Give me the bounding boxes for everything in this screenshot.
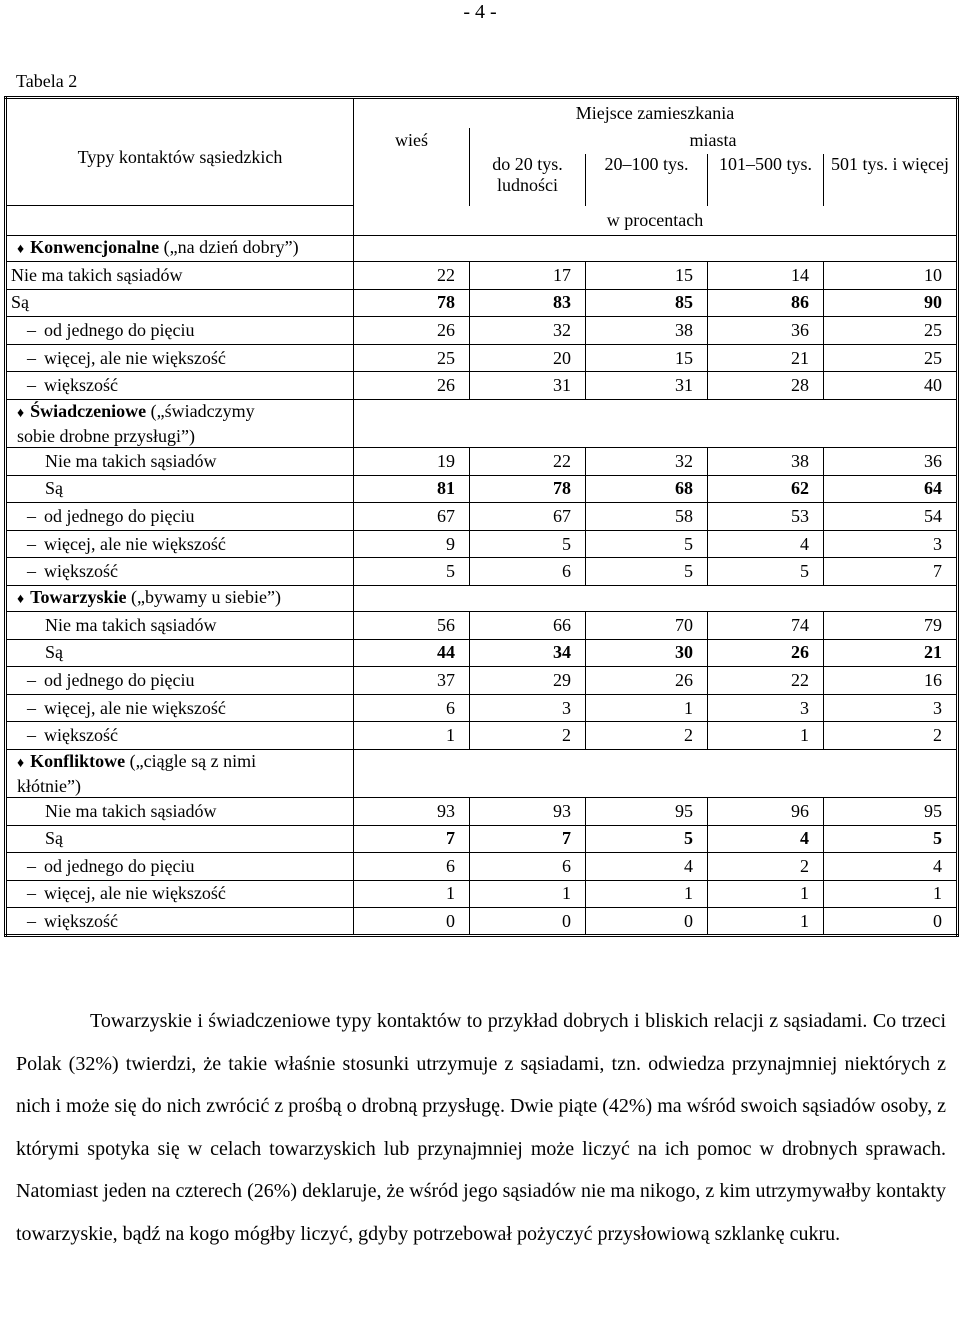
cell-value: 32 [586,447,708,475]
row-label [6,372,354,400]
row-label [6,558,354,586]
cell-value: 1 [586,694,708,722]
header-unit-spacer [6,206,354,236]
row-label [6,611,354,639]
cell-value: 81 [354,475,470,503]
dash-marker-icon: – [27,855,36,876]
section-header-row [6,399,958,447]
cell-value: 2 [708,853,824,881]
cell-value: 5 [586,825,708,853]
cell-value: 19 [354,447,470,475]
row-label-text: od jednego do pięciu [44,669,195,690]
cell-value: 36 [708,317,824,345]
section-spacer [354,585,958,611]
row-label [6,447,354,475]
cell-value: 38 [586,317,708,345]
cell-value: 5 [586,558,708,586]
diamond-bullet-icon: ♦ [17,591,25,607]
cell-value: 3 [824,530,958,558]
table-title: Tabela 2 [16,71,78,91]
cell-value: 7 [354,825,470,853]
dash-marker-icon: – [27,347,36,368]
cell-value: 22 [354,262,470,290]
row-label [6,908,354,936]
table-row [6,722,958,750]
section-title [6,749,354,797]
row-label-text: więcej, ale nie większość [44,347,226,368]
cell-value: 95 [824,797,958,825]
cell-value: 58 [586,503,708,531]
row-label [6,694,354,722]
diamond-bullet-icon: ♦ [17,755,25,771]
section-title [6,236,354,262]
row-label [6,530,354,558]
cell-value: 21 [824,639,958,667]
table-row [6,344,958,372]
cell-value: 1 [708,722,824,750]
table-row [6,503,958,531]
section-title-bold: Konfliktowe [30,750,126,771]
cell-value: 68 [586,475,708,503]
cell-value: 5 [354,558,470,586]
cell-value: 5 [708,558,824,586]
row-label-text: większość [44,561,118,582]
data-table [4,96,959,937]
table-row [6,447,958,475]
cell-value: 16 [824,667,958,695]
header-col-1: do 20 tys. ludności [470,154,586,206]
cell-value: 21 [708,344,824,372]
section-title-bold: Towarzyskie [30,586,127,607]
cell-value: 17 [470,262,586,290]
cell-value: 3 [824,694,958,722]
page-number: - 4 - [463,1,497,23]
cell-value: 40 [824,372,958,400]
table-row [6,667,958,695]
cell-value: 22 [708,667,824,695]
section-spacer [354,749,958,797]
cell-value: 78 [470,475,586,503]
cell-value: 86 [708,289,824,317]
cell-value: 38 [708,447,824,475]
section-title [6,399,354,447]
cell-value: 2 [586,722,708,750]
section-title-bold: Konwencjonalne [30,237,160,257]
table-row [6,289,958,317]
cell-value: 26 [586,667,708,695]
cell-value: 3 [470,694,586,722]
cell-value: 7 [470,825,586,853]
cell-value: 56 [354,611,470,639]
row-label-text: od jednego do pięciu [44,319,195,340]
cell-value: 0 [470,908,586,936]
section-header-row [6,749,958,797]
table-row [6,611,958,639]
table-row [6,797,958,825]
cell-value: 9 [354,530,470,558]
cell-value: 67 [354,503,470,531]
cell-value: 26 [354,317,470,345]
cell-value: 7 [824,558,958,586]
cell-value: 93 [354,797,470,825]
cell-value: 66 [470,611,586,639]
dash-marker-icon: – [27,883,36,904]
row-label [6,797,354,825]
header-wies: wieś [354,128,470,206]
section-title-rest: („na dzień dobry”) [159,237,299,257]
cell-value: 0 [824,908,958,936]
table-row [6,694,958,722]
cell-value: 70 [586,611,708,639]
cell-value: 62 [708,475,824,503]
header-row-label: Typy kontaktów sąsiedzkich [6,98,354,206]
section-title-rest: („świadczymy sobie drobne przysługi”) [17,400,255,446]
cell-value: 6 [354,694,470,722]
table-row [6,475,958,503]
dash-marker-icon: – [27,725,36,746]
dash-marker-icon: – [27,669,36,690]
cell-value: 95 [586,797,708,825]
cell-value: 2 [824,722,958,750]
cell-value: 20 [470,344,586,372]
header-col-3: 101–500 tys. [708,154,824,206]
cell-value: 1 [470,880,586,908]
cell-value: 1 [708,908,824,936]
cell-value: 74 [708,611,824,639]
table-row [6,908,958,936]
cell-value: 32 [470,317,586,345]
cell-value: 4 [708,530,824,558]
cell-value: 90 [824,289,958,317]
section-spacer [354,236,958,262]
cell-value: 3 [708,694,824,722]
cell-value: 67 [470,503,586,531]
row-label-text: od jednego do pięciu [44,505,195,526]
row-label [6,475,354,503]
table-row [6,558,958,586]
row-label [6,503,354,531]
dash-marker-icon: – [27,533,36,554]
cell-value: 26 [708,639,824,667]
cell-value: 44 [354,639,470,667]
cell-value: 1 [586,880,708,908]
section-title [6,585,354,611]
row-label [6,262,354,290]
table-row [6,530,958,558]
row-label-text: Są [45,642,63,663]
cell-value: 4 [824,853,958,881]
table-row [6,880,958,908]
cell-value: 29 [470,667,586,695]
cell-value: 4 [708,825,824,853]
row-label [6,853,354,881]
cell-value: 0 [586,908,708,936]
cell-value: 1 [824,880,958,908]
cell-value: 93 [470,797,586,825]
row-label [6,289,354,317]
diamond-bullet-icon: ♦ [17,242,25,257]
section-header-row [6,585,958,611]
cell-value: 64 [824,475,958,503]
cell-value: 37 [354,667,470,695]
header-miasta: miasta [470,128,958,154]
diamond-bullet-icon: ♦ [17,405,25,421]
cell-value: 30 [586,639,708,667]
table-row [6,372,958,400]
cell-value: 25 [824,344,958,372]
cell-value: 53 [708,503,824,531]
table-row [6,317,958,345]
row-label-text: więcej, ale nie większość [44,883,226,904]
row-label-text: Są [45,828,63,849]
header-row-unit [6,206,958,236]
cell-value: 15 [586,344,708,372]
dash-marker-icon: – [27,697,36,718]
cell-value: 5 [586,530,708,558]
cell-value: 54 [824,503,958,531]
row-label-text: Nie ma takich sąsiadów [45,450,217,471]
header-group: Miejsce zamieszkania [354,98,958,128]
cell-value: 5 [470,530,586,558]
cell-value: 2 [470,722,586,750]
section-title-bold: Świadczeniowe [30,400,147,421]
dash-marker-icon: – [27,561,36,582]
cell-value: 5 [824,825,958,853]
dash-marker-icon: – [27,319,36,340]
row-label-text: Nie ma takich sąsiadów [45,800,217,821]
body-paragraph [16,1000,946,1256]
cell-value: 28 [708,372,824,400]
cell-value: 31 [470,372,586,400]
cell-value: 6 [470,558,586,586]
cell-value: 22 [470,447,586,475]
row-label-text: Nie ma takich sąsiadów [11,264,183,285]
cell-value: 14 [708,262,824,290]
header-col-4: 501 tys. i więcej [824,154,958,206]
section-spacer [354,399,958,447]
section-title-rest: („bywamy u siebie”) [126,586,281,607]
header-unit: w procentach [354,206,958,236]
cell-value: 6 [354,853,470,881]
cell-value: 25 [354,344,470,372]
cell-value: 25 [824,317,958,345]
cell-value: 83 [470,289,586,317]
row-label-text: większość [44,910,118,931]
row-label-text: od jednego do pięciu [44,855,195,876]
cell-value: 6 [470,853,586,881]
section-title-rest: („ciągle są z nimi kłótnie”) [17,750,257,796]
cell-value: 78 [354,289,470,317]
cell-value: 36 [824,447,958,475]
cell-value: 0 [354,908,470,936]
row-label [6,667,354,695]
row-label-text: Są [45,478,63,499]
row-label [6,639,354,667]
header-row-group [6,98,958,128]
dash-marker-icon: – [27,375,36,396]
table-row [6,825,958,853]
table-body [6,98,958,936]
row-label [6,722,354,750]
cell-value: 4 [586,853,708,881]
row-label [6,344,354,372]
cell-value: 10 [824,262,958,290]
row-label-text: Nie ma takich sąsiadów [45,614,217,635]
cell-value: 96 [708,797,824,825]
row-label-text: więcej, ale nie większość [44,533,226,554]
cell-value: 15 [586,262,708,290]
cell-value: 31 [586,372,708,400]
cell-value: 34 [470,639,586,667]
paragraph-text: Towarzyskie i świadczeniowe typy kontaktów to przykład dobrych i bliskich relacji z sąsiadami. Co trzeci Polak (32%) twierdzi, że takie właśnie stosunki utrzymuje z sąsiadami, tzn. odwiedza przynajmniej niektórych z nich i może się do nich zwrócić z prośbą o drobną przysługę. Dwie piąte (42%) ma wśród swoich sąsiadów osoby, z którymi spotyka się w celach towarzyskich lub przynajmniej może liczyć na ich pomoc w drobnych sprawach. Natomiast jeden na czterech (26%) deklaruje, że wśród jego sąsiadów nie ma nikogo, z kim utrzymywałby kontakty towarzyskie, bądź na kogo mógłby liczyć, gdyby potrzebował pożyczyć przysłowiową szklankę cukru. [16,1010,946,1245]
cell-value: 1 [354,722,470,750]
cell-value: 79 [824,611,958,639]
dash-marker-icon: – [27,910,36,931]
dash-marker-icon: – [27,505,36,526]
cell-value: 26 [354,372,470,400]
cell-value: 85 [586,289,708,317]
cell-value: 1 [354,880,470,908]
row-label [6,825,354,853]
table-row [6,262,958,290]
row-label-text: większość [44,725,118,746]
row-label [6,880,354,908]
section-header-row [6,236,958,262]
table-row [6,639,958,667]
row-label [6,317,354,345]
table-row [6,853,958,881]
header-col-2: 20–100 tys. [586,154,708,206]
cell-value: 1 [708,880,824,908]
row-label-text: Są [11,292,29,313]
row-label-text: więcej, ale nie większość [44,697,226,718]
row-label-text: większość [44,375,118,396]
